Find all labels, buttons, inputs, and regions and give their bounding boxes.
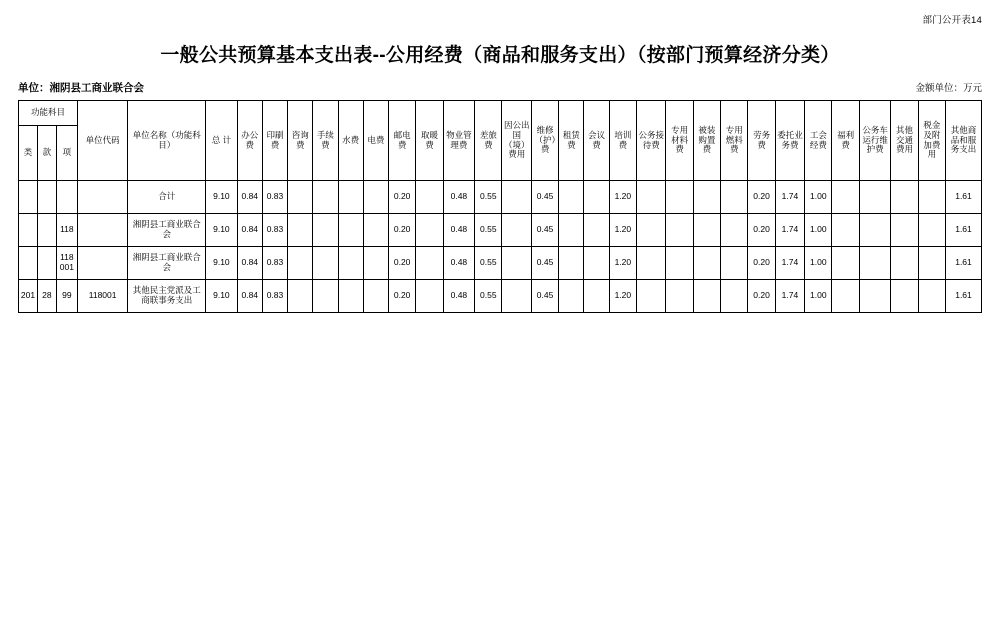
cell-value-21: 1.74 — [775, 214, 804, 247]
cell-value-7: 0.20 — [388, 280, 415, 313]
header-col-27: 其他商品和服务支出 — [946, 101, 982, 181]
cell-value-5 — [338, 247, 363, 280]
cell-value-24 — [859, 181, 891, 214]
cell-value-27: 1.61 — [946, 181, 982, 214]
cell-value-13 — [559, 181, 584, 214]
cell-lei — [19, 247, 38, 280]
header-col-18: 被装购置费 — [693, 101, 720, 181]
cell-value-6 — [363, 280, 388, 313]
cell-value-1: 0.84 — [237, 214, 262, 247]
cell-value-4 — [313, 280, 338, 313]
cell-value-15: 1.20 — [609, 280, 636, 313]
cell-kuan — [37, 247, 56, 280]
cell-value-8 — [416, 181, 443, 214]
cell-value-6 — [363, 214, 388, 247]
cell-value-16 — [637, 247, 666, 280]
cell-value-1: 0.84 — [237, 280, 262, 313]
cell-value-3 — [288, 247, 313, 280]
cell-value-9: 0.48 — [443, 247, 475, 280]
cell-value-16 — [637, 181, 666, 214]
cell-value-27: 1.61 — [946, 280, 982, 313]
header-col-1: 办公费 — [237, 101, 262, 181]
cell-value-27: 1.61 — [946, 247, 982, 280]
header-col-15: 培训费 — [609, 101, 636, 181]
cell-value-10: 0.55 — [475, 214, 502, 247]
cell-value-8 — [416, 214, 443, 247]
cell-value-1: 0.84 — [237, 181, 262, 214]
cell-value-2: 0.83 — [262, 181, 287, 214]
cell-value-22: 1.00 — [805, 214, 832, 247]
cell-xiang: 99 — [56, 280, 77, 313]
cell-value-18 — [693, 247, 720, 280]
cell-value-6 — [363, 247, 388, 280]
cell-kuan — [37, 214, 56, 247]
cell-value-3 — [288, 214, 313, 247]
cell-value-24 — [859, 214, 891, 247]
header-col-11: 因公出国（境）费用 — [502, 101, 531, 181]
cell-value-16 — [637, 280, 666, 313]
cell-value-12: 0.45 — [531, 214, 558, 247]
cell-unit-name: 其他民主党派及工商联事务支出 — [128, 280, 206, 313]
header-col-24: 公务车运行维护费 — [859, 101, 891, 181]
header-unit-name: 单位名称（功能科目） — [128, 101, 206, 181]
cell-value-15: 1.20 — [609, 247, 636, 280]
header-col-19: 专用燃料费 — [721, 101, 748, 181]
cell-value-1: 0.84 — [237, 247, 262, 280]
cell-unit-code — [77, 181, 127, 214]
cell-value-19 — [721, 280, 748, 313]
cell-value-3 — [288, 280, 313, 313]
cell-value-26 — [918, 247, 945, 280]
header-kuan: 款 — [37, 126, 56, 181]
header-row-1 — [19, 101, 982, 126]
cell-value-11 — [502, 181, 531, 214]
cell-value-16 — [637, 214, 666, 247]
cell-value-12: 0.45 — [531, 280, 558, 313]
cell-value-11 — [502, 214, 531, 247]
cell-value-7: 0.20 — [388, 247, 415, 280]
cell-value-14 — [584, 181, 609, 214]
amount-unit-label: 金额单位：万元 — [915, 83, 982, 94]
cell-value-13 — [559, 280, 584, 313]
header-col-9: 物业管理费 — [443, 101, 475, 181]
cell-lei: 201 — [19, 280, 38, 313]
header-col-4: 手续费 — [313, 101, 338, 181]
budget-table-container — [18, 100, 982, 313]
cell-value-0: 9.10 — [206, 280, 238, 313]
cell-unit-name: 湘阴县工商业联合会 — [128, 247, 206, 280]
header-xiang: 项 — [56, 126, 77, 181]
header-col-23: 福利费 — [832, 101, 859, 181]
header-col-10: 差旅费 — [475, 101, 502, 181]
header-function-subject: 功能科目 — [19, 101, 78, 126]
header-col-6: 电费 — [363, 101, 388, 181]
cell-value-8 — [416, 247, 443, 280]
cell-xiang: 118001 — [56, 247, 77, 280]
header-col-16: 公务接待费 — [637, 101, 666, 181]
cell-value-4 — [313, 181, 338, 214]
cell-kuan: 28 — [37, 280, 56, 313]
cell-unit-name: 湘阴县工商业联合会 — [128, 214, 206, 247]
cell-value-21: 1.74 — [775, 181, 804, 214]
cell-value-12: 0.45 — [531, 247, 558, 280]
cell-value-0: 9.10 — [206, 214, 238, 247]
cell-value-11 — [502, 280, 531, 313]
cell-value-14 — [584, 280, 609, 313]
cell-value-9: 0.48 — [443, 181, 475, 214]
cell-value-15: 1.20 — [609, 181, 636, 214]
table-row — [19, 214, 982, 247]
cell-value-23 — [832, 280, 859, 313]
header-col-25: 其他交通费用 — [891, 101, 918, 181]
cell-value-25 — [891, 181, 918, 214]
cell-value-19 — [721, 181, 748, 214]
cell-value-19 — [721, 247, 748, 280]
cell-unit-code — [77, 247, 127, 280]
cell-value-23 — [832, 247, 859, 280]
cell-value-0: 9.10 — [206, 247, 238, 280]
cell-value-21: 1.74 — [775, 247, 804, 280]
cell-value-5 — [338, 280, 363, 313]
header-col-5: 水费 — [338, 101, 363, 181]
cell-value-15: 1.20 — [609, 214, 636, 247]
cell-unit-code — [77, 214, 127, 247]
cell-xiang — [56, 181, 77, 214]
table-row — [19, 181, 982, 214]
cell-value-7: 0.20 — [388, 181, 415, 214]
cell-kuan — [37, 181, 56, 214]
cell-value-19 — [721, 214, 748, 247]
cell-value-25 — [891, 247, 918, 280]
header-col-13: 租赁费 — [559, 101, 584, 181]
form-code: 部门公开表14 — [922, 15, 982, 26]
cell-value-26 — [918, 280, 945, 313]
cell-value-2: 0.83 — [262, 214, 287, 247]
cell-value-23 — [832, 214, 859, 247]
cell-value-14 — [584, 247, 609, 280]
cell-value-18 — [693, 214, 720, 247]
header-lei: 类 — [19, 126, 38, 181]
cell-value-12: 0.45 — [531, 181, 558, 214]
header-col-8: 取暖费 — [416, 101, 443, 181]
cell-value-24 — [859, 280, 891, 313]
cell-xiang: 118 — [56, 214, 77, 247]
cell-value-10: 0.55 — [475, 280, 502, 313]
cell-value-4 — [313, 214, 338, 247]
cell-lei — [19, 181, 38, 214]
cell-value-5 — [338, 181, 363, 214]
cell-value-26 — [918, 214, 945, 247]
cell-value-17 — [666, 214, 693, 247]
table-header — [19, 101, 982, 181]
cell-value-21: 1.74 — [775, 280, 804, 313]
cell-value-10: 0.55 — [475, 247, 502, 280]
page-title: 一般公共预算基本支出表--公用经费（商品和服务支出）（按部门预算经济分类） — [160, 45, 840, 66]
cell-value-5 — [338, 214, 363, 247]
cell-value-17 — [666, 247, 693, 280]
header-col-22: 工会经费 — [805, 101, 832, 181]
cell-value-20: 0.20 — [748, 280, 775, 313]
cell-value-7: 0.20 — [388, 214, 415, 247]
cell-value-22: 1.00 — [805, 280, 832, 313]
cell-value-24 — [859, 247, 891, 280]
cell-value-25 — [891, 214, 918, 247]
header-col-26: 税金及附加费用 — [918, 101, 945, 181]
cell-value-22: 1.00 — [805, 247, 832, 280]
cell-value-23 — [832, 181, 859, 214]
header-col-12: 维修（护）费 — [531, 101, 558, 181]
cell-value-9: 0.48 — [443, 214, 475, 247]
cell-value-9: 0.48 — [443, 280, 475, 313]
cell-value-25 — [891, 280, 918, 313]
cell-unit-name: 合计 — [128, 181, 206, 214]
cell-value-4 — [313, 247, 338, 280]
cell-value-20: 0.20 — [748, 214, 775, 247]
header-col-21: 委托业务费 — [775, 101, 804, 181]
cell-value-8 — [416, 280, 443, 313]
table-row — [19, 280, 982, 313]
table-body — [19, 181, 982, 313]
cell-unit-code: 118001 — [77, 280, 127, 313]
unit-label: 单位：湘阴县工商业联合会 — [18, 82, 144, 94]
table-row — [19, 247, 982, 280]
budget-table — [18, 100, 982, 313]
cell-lei — [19, 214, 38, 247]
cell-value-20: 0.20 — [748, 181, 775, 214]
cell-value-6 — [363, 181, 388, 214]
cell-value-17 — [666, 181, 693, 214]
cell-value-13 — [559, 214, 584, 247]
header-col-17: 专用材料费 — [666, 101, 693, 181]
header-unit-code: 单位代码 — [77, 101, 127, 181]
cell-value-20: 0.20 — [748, 247, 775, 280]
header-col-20: 劳务费 — [748, 101, 775, 181]
cell-value-2: 0.83 — [262, 280, 287, 313]
cell-value-17 — [666, 280, 693, 313]
cell-value-2: 0.83 — [262, 247, 287, 280]
cell-value-0: 9.10 — [206, 181, 238, 214]
header-col-7: 邮电费 — [388, 101, 415, 181]
cell-value-10: 0.55 — [475, 181, 502, 214]
cell-value-22: 1.00 — [805, 181, 832, 214]
header-col-0: 总 计 — [206, 101, 238, 181]
header-col-14: 会议费 — [584, 101, 609, 181]
cell-value-3 — [288, 181, 313, 214]
header-col-3: 咨询费 — [288, 101, 313, 181]
cell-value-18 — [693, 280, 720, 313]
cell-value-14 — [584, 214, 609, 247]
cell-value-27: 1.61 — [946, 214, 982, 247]
header-col-2: 印刷费 — [262, 101, 287, 181]
cell-value-18 — [693, 181, 720, 214]
meta-row — [18, 80, 982, 94]
cell-value-26 — [918, 181, 945, 214]
cell-value-13 — [559, 247, 584, 280]
cell-value-11 — [502, 247, 531, 280]
